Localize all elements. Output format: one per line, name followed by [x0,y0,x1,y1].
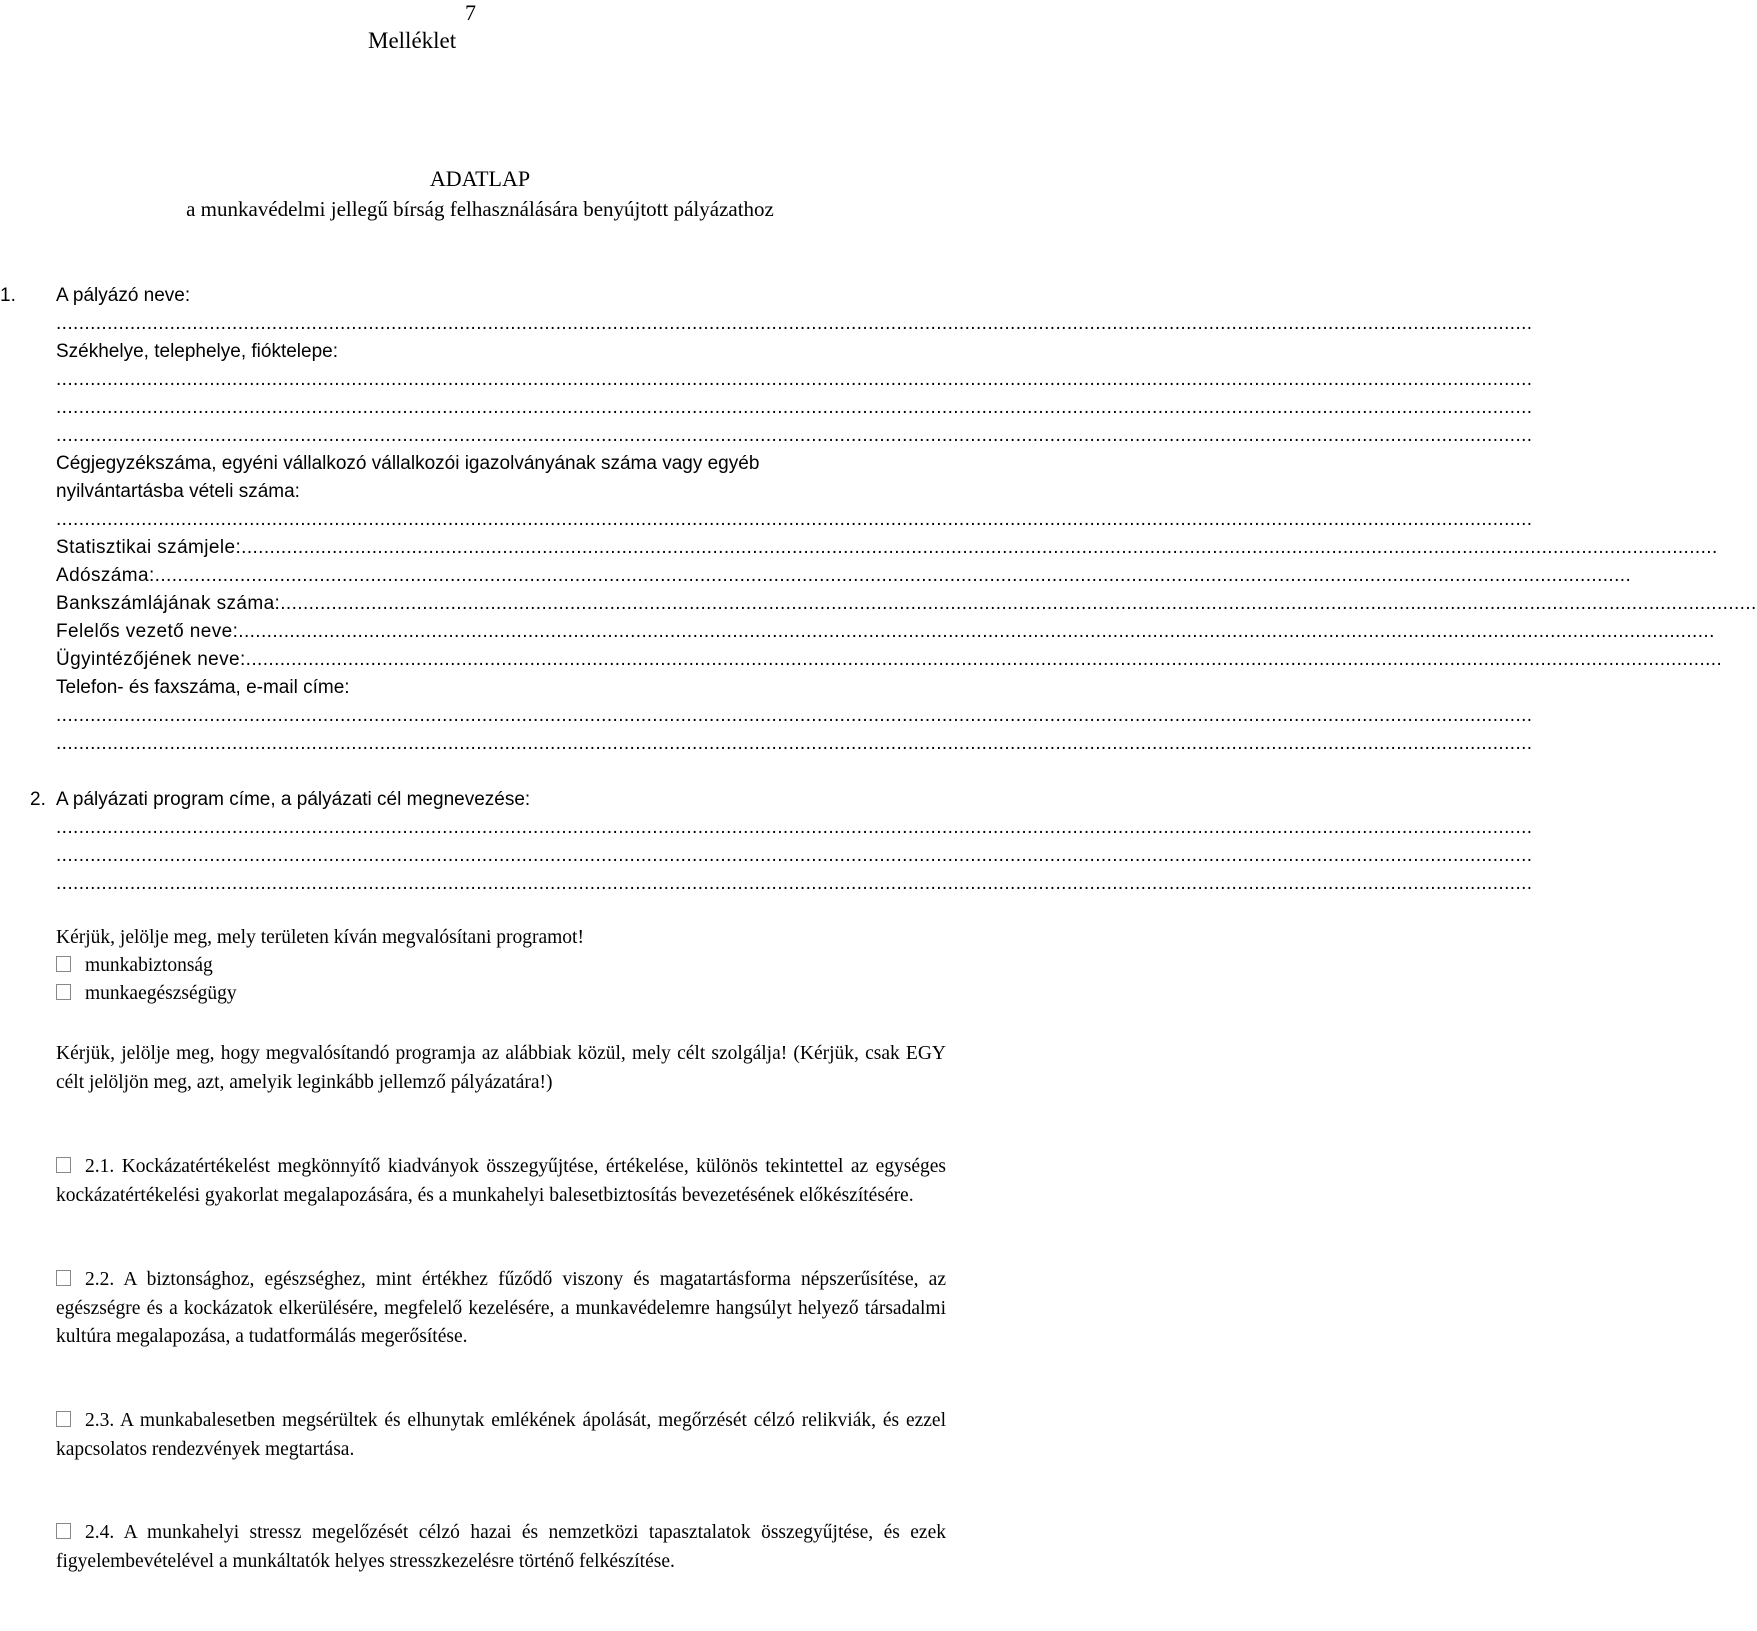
annex-label: Melléklet [368,28,457,53]
area-option-safety[interactable] [56,955,213,977]
area-option-label: munkaegészségügy [85,983,237,1004]
bank-row [56,593,1757,615]
checkbox-icon[interactable] [56,1523,71,1539]
manager-field[interactable]: .................................................................................................................................................................................................................................................................... [238,621,1715,642]
program-title-field-line-3[interactable]: .................................................................................................................................................................................................................................................................... [56,873,1533,894]
stat-field[interactable]: .................................................................................................................................................................................................................................................................... [241,537,1718,558]
form-subtitle: a munkavédelmi jellegű bírság felhasználására benyújtott pályázathoz [186,197,774,221]
bank-label: Bankszámlájának száma: [56,593,281,614]
goal-text: Kockázatértékelést megkönnyítő kiadványok összegyűjtése, értékelése, különös tekintettel az egységes kockázatértékelési gyakorlat megalapozására, és a munkahelyi balesetbiztosítás bevezetésének előkészítésére. [56,1156,946,1206]
goal-text: A biztonsághoz, egészséghez, mint értékhez fűződő viszony és magatartásforma népszerűsítése, az egészségre és a kockázatok elkerülésére, megfelelő kezelésére, a munkavédelemre hangsúlyt helyező társadalmi kultúra megalapozása, a tudatformálás megerősítése. [56,1269,946,1347]
section-2-number: 2. [30,789,46,810]
stat-row [56,537,1718,559]
program-title-field-line-1[interactable]: .................................................................................................................................................................................................................................................................... [56,817,1533,838]
goal-2-4[interactable] [56,1519,946,1576]
registration-field[interactable]: .................................................................................................................................................................................................................................................................... [56,509,1533,530]
goal-2-3[interactable] [56,1407,946,1464]
goal-question: Kérjük, jelölje meg, hogy megvalósítandó programja az alábbiak közül, mely célt szolgálja! (Kérjük, csak EGY célt jelöljön meg, azt, amelyik leginkább jellemző pályázatára!) [56,1043,946,1093]
area-option-label: munkabiztonság [85,955,213,976]
goal-number: 2.3. [85,1410,115,1431]
checkbox-icon[interactable] [56,984,71,1000]
tax-label: Adószáma: [56,565,155,586]
seat-field-line-2[interactable]: .................................................................................................................................................................................................................................................................... [56,397,1533,418]
contact-field-line-1[interactable]: .................................................................................................................................................................................................................................................................... [56,705,1533,726]
page-number: 7 [465,0,476,25]
tax-field[interactable]: .................................................................................................................................................................................................................................................................... [154,565,1632,586]
admin-label: Ügyintézőjének neve: [56,649,246,670]
goal-2-1[interactable] [56,1153,946,1210]
manager-label: Felelős vezető neve: [56,621,239,642]
admin-field[interactable]: .................................................................................................................................................................................................................................................................... [245,649,1723,670]
applicant-name-field[interactable]: .................................................................................................................................................................................................................................................................... [56,313,1533,334]
manager-row [56,621,1715,643]
checkbox-icon[interactable] [56,956,71,972]
registration-label-line-2: nyilvántartásba vételi száma: [56,481,300,502]
seat-label: Székhelye, telephelye, fióktelepe: [56,341,339,362]
tax-row [56,565,1632,587]
contact-label: Telefon- és faxszáma, e-mail címe: [56,677,350,698]
form-title: ADATLAP [429,166,531,191]
goal-text: A munkahelyi stressz megelőzését célzó hazai és nemzetközi tapasztalatok összegyűjtése, és ezek figyelembevételével a munkáltatók helyes stresszkezelésre történő felkészítése. [56,1522,946,1572]
goal-number: 2.4. [85,1522,115,1543]
goal-text: A munkabalesetben megsérültek és elhunytak emlékének ápolását, megőrzését célzó relikviák, és ezzel kapcsolatos rendezvények megtartása. [56,1410,946,1460]
area-option-health[interactable] [56,983,237,1005]
contact-field-line-2[interactable]: .................................................................................................................................................................................................................................................................... [56,733,1533,754]
applicant-name-label: A pályázó neve: [56,285,191,306]
area-question: Kérjük, jelölje meg, mely területen kíván megvalósítani programot! [56,927,584,948]
seat-field-line-1[interactable]: .................................................................................................................................................................................................................................................................... [56,369,1533,390]
admin-row [56,649,1723,671]
goal-number: 2.2. [85,1269,115,1290]
bank-field[interactable]: .................................................................................................................................................................................................................................................................... [280,593,1757,614]
program-title-label: A pályázati program címe, a pályázati cél megnevezése: [56,789,531,810]
checkbox-icon[interactable] [56,1157,71,1173]
stat-label: Statisztikai számjele: [56,537,242,558]
program-title-field-line-2[interactable]: .................................................................................................................................................................................................................................................................... [56,845,1533,866]
section-1-number: 1. [0,285,16,306]
checkbox-icon[interactable] [56,1270,71,1286]
goal-2-2[interactable] [56,1266,946,1352]
seat-field-line-3[interactable]: .................................................................................................................................................................................................................................................................... [56,425,1533,446]
goal-number: 2.1. [85,1156,115,1177]
registration-label-line-1: Cégjegyzékszáma, egyéni vállalkozó vállalkozói igazolványának száma vagy egyéb [56,453,760,474]
checkbox-icon[interactable] [56,1411,71,1427]
